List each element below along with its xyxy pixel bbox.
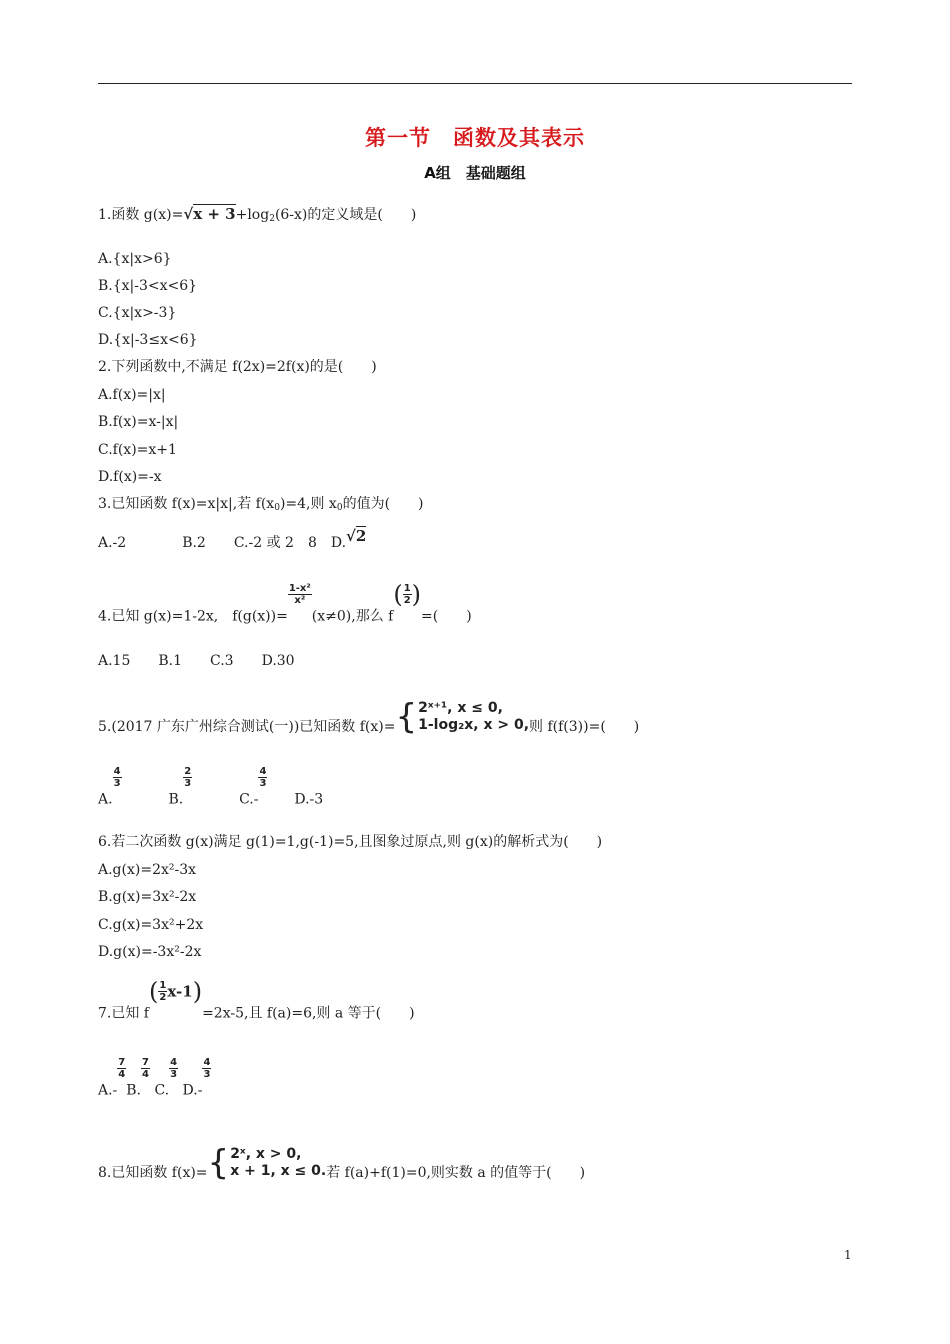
question-1-stem: 1.函数 $g(x)=√x + 3+\log_2(6-x)$的定义域是( ): [98, 205, 417, 224]
fraction: $\frac{4}{3}$: [170, 1057, 178, 1080]
piecewise-function: { 2ˣ⁺¹, x ≤ 0, 1-log₂x, x > 0,: [395, 697, 530, 737]
question-7-options: A.- $\frac{7}{4}$ B. $\frac{7}{4}$ C. $\frac{4}{3}$ D.- $\frac{4}{3}$: [98, 1057, 211, 1099]
question-8-stem: 8.已知函数 f(x)= { 2ˣ, x > 0, x + 1, x ≤ 0. 若 f(a)+f(1)=0,则实数 a 的值等于( ): [98, 1143, 586, 1183]
question-2-option-a: A.f(x)=|x|: [98, 387, 166, 403]
question-3-stem: 3.已知函数 f(x)=x|x|,若 $f(x_0)=4$,则 $x_0$的值为( ): [98, 496, 424, 513]
question-2-option-b: B.f(x)=x-|x|: [98, 414, 179, 430]
question-7-stem: 7.已知 f( $\frac{1}{2}$ x-1)=2x-5,且 f(a)=6,则 a 等于( ): [98, 977, 415, 1022]
question-6-option-c: C.g(x)=3x²+2x: [98, 917, 204, 933]
argument-fraction: ( $\frac{1}{2}$ ): [393, 580, 422, 609]
question-1-option-a: A.{x|x>6}: [98, 251, 172, 267]
question-6-option-a: A.g(x)=2x²-3x: [98, 862, 197, 878]
sqrt-expression: √2: [346, 527, 367, 545]
fraction: $\frac{2}{3}$: [184, 766, 192, 789]
fraction: $\frac{7}{4}$: [118, 1057, 126, 1080]
question-6-stem: 6.若二次函数 g(x)满足 g(1)=1,g(-1)=5,且图象过原点,则 g(x)的解析式为( ): [98, 834, 603, 850]
section-title: 第一节 函数及其表示: [365, 126, 585, 150]
question-2-option-d: D.f(x)=-x: [98, 469, 162, 485]
question-5-options: A. $\frac{4}{3}$ B. $\frac{2}{3}$ C.- $\frac{4}{3}$ D.-3: [98, 766, 324, 808]
question-1-option-c: C.{x|x>-3}: [98, 305, 177, 321]
fraction: $\frac{4}{3}$: [113, 766, 121, 789]
question-6-option-b: B.g(x)=3x²-2x: [98, 889, 197, 905]
question-4-stem: 4.已知 g(x)=1-2x, f(g(x))= $\frac{\text{1-x²}}{\text{x²}}$ (x≠0),那么 f( $\frac{1}{2}$ )=( ): [98, 580, 472, 625]
question-6-option-d: D.g(x)=-3x²-2x: [98, 944, 202, 960]
question-5-stem: 5.(2017 广东广州综合测试(一))已知函数 f(x)= { 2ˣ⁺¹, x ≤ 0, 1-log₂x, x > 0, 则 f(f(3))=( ): [98, 697, 640, 737]
question-3-options: A.-2 B.2 C.-2 或 2 8 D.√2: [98, 527, 367, 551]
fraction: $\frac{7}{4}$: [142, 1057, 149, 1080]
header-rule: [98, 83, 852, 84]
question-4-options: A.15 B.1 C.3 D.30: [98, 653, 295, 669]
fraction: $\frac{4}{3}$: [259, 766, 267, 789]
piecewise-function: { 2ˣ, x > 0, x + 1, x ≤ 0.: [207, 1143, 327, 1183]
question-1-option-d: D.{x|-3≤x<6}: [98, 332, 198, 348]
fraction: $\frac{4}{3}$: [203, 1057, 211, 1080]
question-2-stem: 2.下列函数中,不满足 f(2x)=2f(x)的是( ): [98, 359, 377, 375]
question-2-option-c: C.f(x)=x+1: [98, 442, 177, 458]
fraction: $\frac{\text{1-x²}}{\text{x²}}$: [288, 583, 311, 606]
question-1-option-b: B.{x|-3<x<6}: [98, 278, 198, 294]
group-heading: A组 基础题组: [424, 164, 526, 182]
page-number: 1: [844, 1248, 852, 1262]
argument-expression: ( $\frac{1}{2}$ x-1): [149, 977, 203, 1006]
sqrt-expression: √x + 3: [183, 205, 236, 223]
